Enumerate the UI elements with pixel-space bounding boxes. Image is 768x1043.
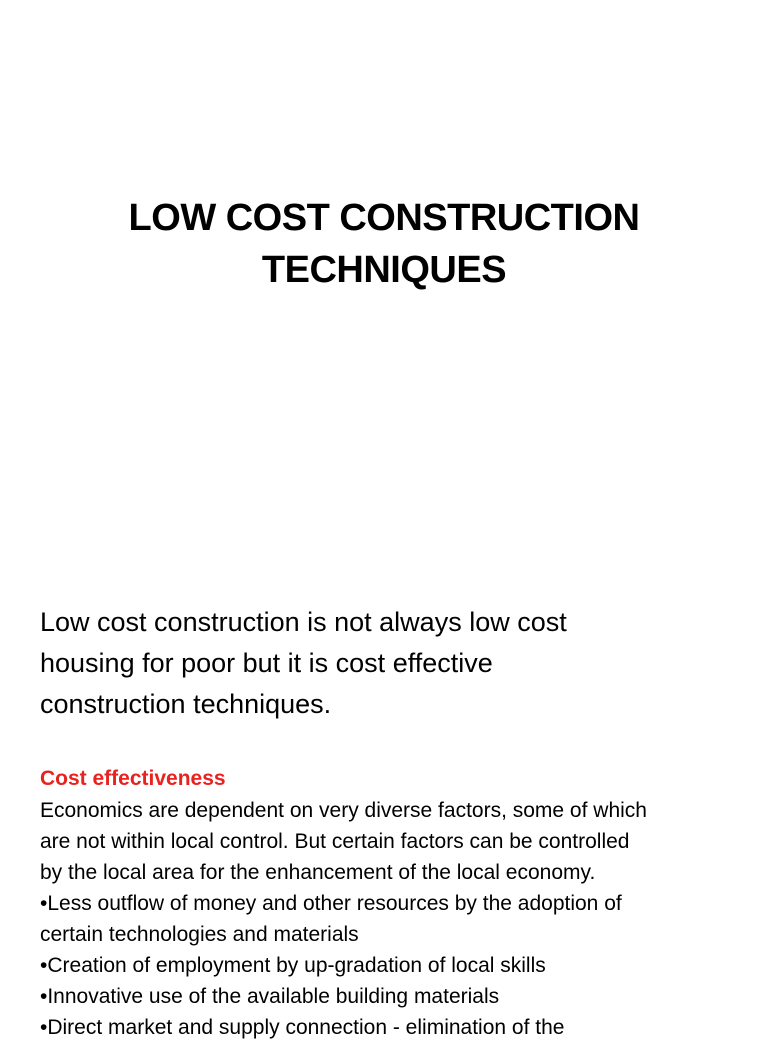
slide-title-line: LOW COST CONSTRUCTION bbox=[128, 197, 640, 239]
slide-title bbox=[0, 192, 768, 296]
intro-line: Low cost construction is not always low cost bbox=[40, 607, 567, 637]
bullet-item: •Direct market and supply connection - elimination of the bbox=[40, 1016, 565, 1039]
intro-paragraph bbox=[40, 602, 740, 725]
body-line: Economics are dependent on very diverse factors, some of which bbox=[40, 799, 647, 822]
bullet-item: •Creation of employment by up-gradation of local skills bbox=[40, 954, 546, 977]
body-line: are not within local control. But certain factors can be controlled bbox=[40, 830, 630, 853]
section-body bbox=[40, 795, 740, 1043]
intro-line: construction techniques. bbox=[40, 689, 332, 719]
intro-line: housing for poor but it is cost effective bbox=[40, 648, 493, 678]
bullet-item: •Innovative use of the available building materials bbox=[40, 985, 500, 1008]
content-slide bbox=[0, 560, 768, 1039]
body-line: by the local area for the enhancement of the local economy. bbox=[40, 861, 596, 884]
slide-title-line: TECHNIQUES bbox=[261, 249, 507, 291]
section-heading: Cost effectiveness bbox=[40, 767, 226, 790]
bullet-item-continuation: certain technologies and materials bbox=[40, 923, 359, 946]
bullet-item: •Less outflow of money and other resources by the adoption of bbox=[40, 892, 622, 915]
